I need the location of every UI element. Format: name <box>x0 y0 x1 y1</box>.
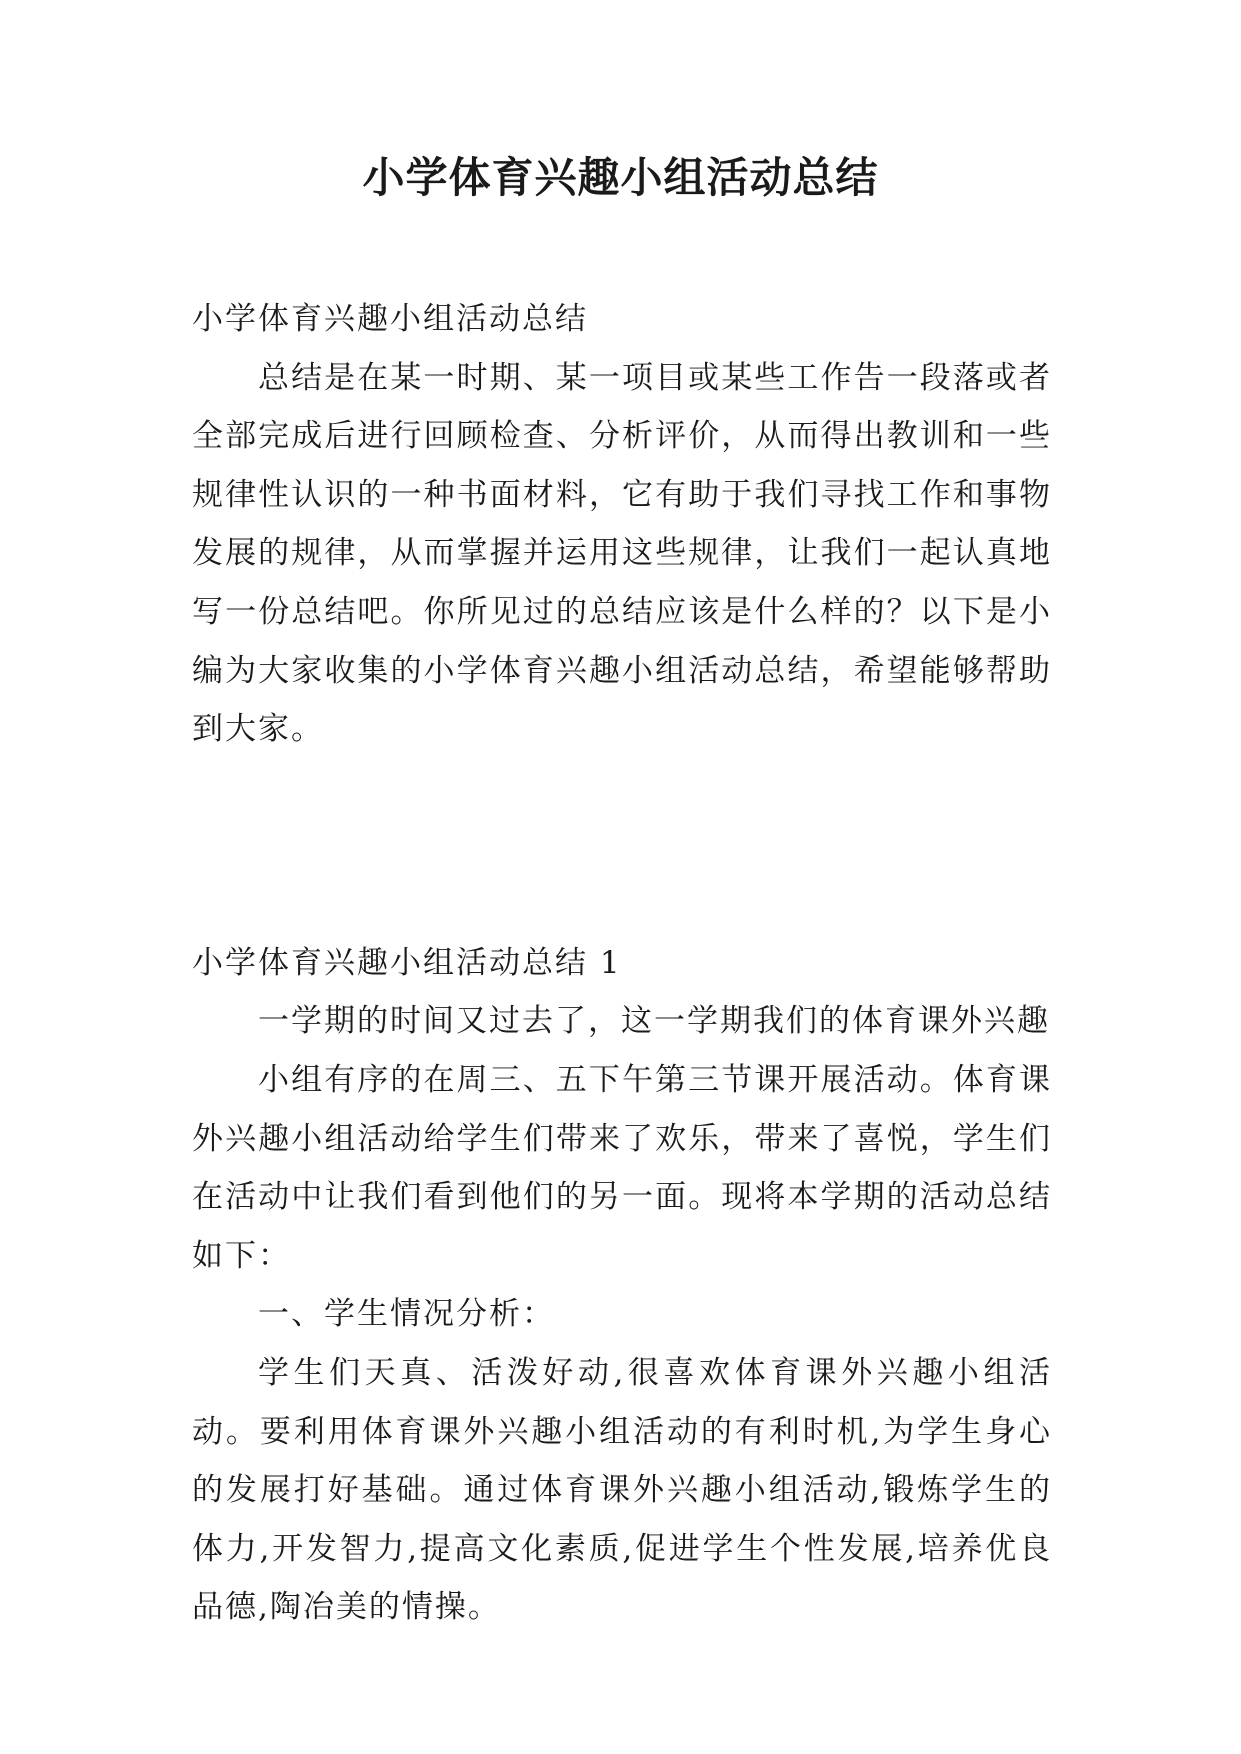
section-paragraph: 学生们天真、活泼好动,很喜欢体育课外兴趣小组活动。要利用体育课外兴趣小组活动的有利时机,为学生身心的发展打好基础。通过体育课外兴趣小组活动,锻炼学生的体力,开发智力,提高文化素质,促进学生个性发展,培养优良品德,陶冶美的情操。 <box>192 1354 1052 1626</box>
intro-paragraph: 总结是在某一时期、某一项目或某些工作告一段落或者全部完成后进行回顾检查、分析评价，从而得出教训和一些规律性认识的一种书面材料，它有助于我们寻找工作和事物发展的规律，从而掌握并运用这些规律，让我们一起认真地写一份总结吧。你所见过的总结应该是什么样的？以下是小编为大家收集的小学体育兴趣小组活动总结，希望能够帮助到大家。 <box>192 359 1052 748</box>
section-paragraph: 小组有序的在周三、五下午第三节课开展活动。体育课外兴趣小组活动给学生们带来了欢乐，带来了喜悦，学生们在活动中让我们看到他们的另一面。现将本学期的活动总结如下： <box>192 1061 1052 1274</box>
document-body <box>192 290 1052 1637</box>
intro-heading: 小学体育兴趣小组活动总结 <box>192 301 588 337</box>
document-title: 小学体育兴趣小组活动总结 <box>362 153 879 202</box>
section-paragraph: 一学期的时间又过去了，这一学期我们的体育课外兴趣 <box>258 1003 1050 1040</box>
section-heading: 小学体育兴趣小组活动总结 1 <box>192 944 622 981</box>
section-spacer <box>192 759 1052 934</box>
subheading: 一、学生情况分析： <box>258 1296 555 1333</box>
